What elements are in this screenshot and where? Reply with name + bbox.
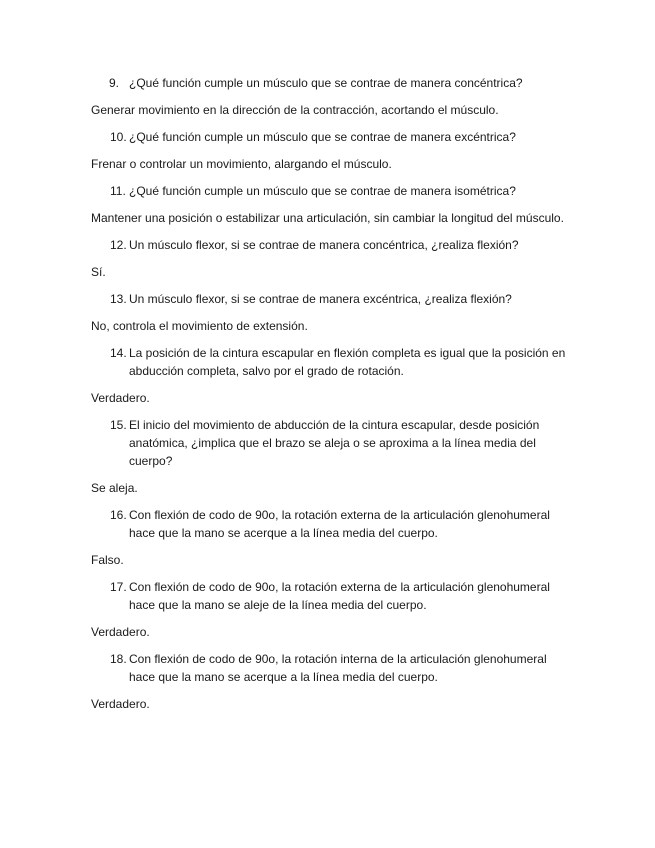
question-text: Un músculo flexor, si se contrae de manera excéntrica, ¿realiza flexión? [129, 292, 512, 306]
document-page [91, 74, 571, 722]
qa-item-14 [91, 344, 571, 407]
question-text: Con flexión de codo de 90o, la rotación externa de la articulación glenohumeral hace que la mano se acerque a la línea media del cuerpo. [129, 508, 550, 540]
answer-16: Falso. [91, 553, 124, 567]
question-11 [91, 182, 571, 200]
answer-14: Verdadero. [91, 391, 150, 405]
question-text: ¿Qué función cumple un músculo que se contrae de manera isométrica? [129, 184, 516, 198]
answer-11: Mantener una posición o estabilizar una articulación, sin cambiar la longitud del músculo. [91, 211, 564, 225]
question-number: 13. [110, 292, 127, 306]
qa-item-12 [91, 236, 571, 281]
qa-item-17 [91, 578, 571, 641]
question-number: 11. [110, 184, 126, 198]
qa-item-11 [91, 182, 571, 227]
question-number: 12. [110, 238, 127, 252]
question-text: El inicio del movimiento de abducción de la cintura escapular, desde posición anatómica, ¿implica que el brazo se aleja o se aproxima a la línea media del cuerpo? [129, 418, 540, 468]
answer-9: Generar movimiento en la dirección de la contracción, acortando el músculo. [91, 103, 499, 117]
answer-10: Frenar o controlar un movimiento, alargando el músculo. [91, 157, 392, 171]
question-17 [91, 578, 571, 614]
question-number: 16. [110, 508, 127, 522]
question-10 [91, 128, 571, 146]
question-number: 9. [109, 76, 120, 90]
answer-15: Se aleja. [91, 481, 138, 495]
question-15 [91, 416, 571, 470]
question-14 [91, 344, 571, 380]
question-number: 17. [110, 580, 127, 594]
question-12 [91, 236, 571, 254]
qa-item-18 [91, 650, 571, 713]
question-number: 15. [110, 418, 127, 432]
qa-item-16 [91, 506, 571, 569]
answer-13: No, controla el movimiento de extensión. [91, 319, 308, 333]
qa-item-15 [91, 416, 571, 497]
answer-17: Verdadero. [91, 625, 150, 639]
qa-item-9 [91, 74, 571, 119]
question-number: 10. [110, 130, 127, 144]
question-text: La posición de la cintura escapular en flexión completa es igual que la posición en abducción completa, salvo por el grado de rotación. [129, 346, 566, 378]
qa-item-13 [91, 290, 571, 335]
answer-12: Sí. [91, 265, 106, 279]
question-text: Un músculo flexor, si se contrae de manera concéntrica, ¿realiza flexión? [129, 238, 519, 252]
question-text: Con flexión de codo de 90o, la rotación externa de la articulación glenohumeral hace que la mano se aleje de la línea media del cuerpo. [129, 580, 550, 612]
qa-item-10 [91, 128, 571, 173]
question-text: ¿Qué función cumple un músculo que se contrae de manera concéntrica? [129, 76, 523, 90]
question-number: 18. [110, 652, 127, 666]
question-number: 14. [110, 346, 127, 360]
question-13 [91, 290, 571, 308]
question-text: ¿Qué función cumple un músculo que se contrae de manera excéntrica? [129, 130, 516, 144]
question-18 [91, 650, 571, 686]
question-16 [91, 506, 571, 542]
answer-18: Verdadero. [91, 697, 150, 711]
question-9 [91, 74, 571, 92]
question-text: Con flexión de codo de 90o, la rotación interna de la articulación glenohumeral hace que la mano se acerque a la línea media del cuerpo. [129, 652, 547, 684]
